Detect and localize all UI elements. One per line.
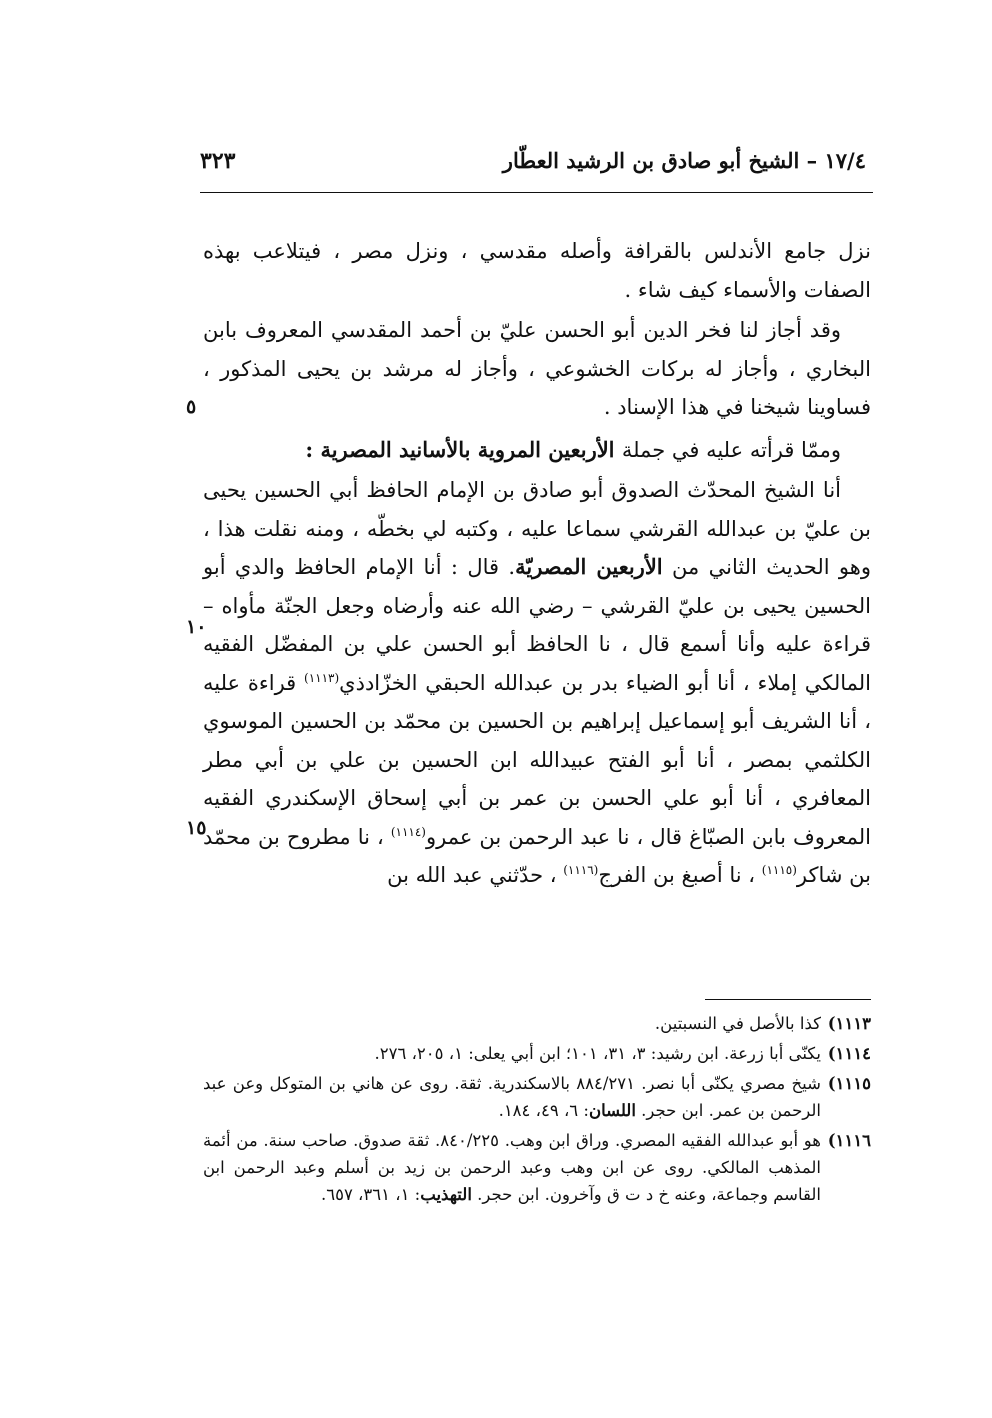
footnote-number: ١١١٤)	[827, 1044, 871, 1063]
footnote-rule	[705, 999, 871, 1000]
line-number-5: ٥	[186, 396, 197, 418]
footnote-ref-1114[interactable]: (١١١٤)	[390, 824, 426, 839]
paragraph-3-part-c: قراءة عليه ، أنا الشريف أبو إسماعيل إبراهيم بن الحسين بن محمّد بن الحسين الموسوي الكلثمي بمصر ، أنا أبو الفتح عبيدالله ابن الحسين بن علي بن أبي مطر المعافري ، أنا أبو علي الحسن بن عمر بن أبي إسحاق الإسكندري الفقيه المعروف بابن الصبّاغ قال ، نا عبد الرحمن بن عمرو	[203, 670, 871, 849]
page-header	[200, 148, 866, 184]
footnote-number: ١١١٣)	[827, 1014, 871, 1033]
section-heading	[203, 431, 871, 470]
footnotes	[203, 1010, 871, 1211]
footnote-text-end: : ١، ٣٦١، ٦٥٧.	[320, 1185, 421, 1204]
footnote-ref-1115[interactable]: (١١١٥)	[761, 863, 797, 877]
footnote-text: شيخ مصري يكنّى أبا نصر. ٨٨٤/٢٧١ بالاسكندرية. ثقة. روى عن هاني بن المتوكل وعن عبد الرحمن بن عمر. ابن حجر.	[203, 1074, 821, 1120]
footnote-ref-1113[interactable]: (١١١٣)	[304, 670, 340, 685]
footnote-text: كذا بالأصل في النسبتين.	[654, 1014, 821, 1033]
footnote-ref-1116[interactable]: (١١١٦)	[563, 863, 599, 877]
book-title-arbain: الأربعين المصريّة	[515, 554, 663, 579]
footnote-text-end: : ٦، ٤٩، ١٨٤.	[498, 1101, 589, 1120]
paragraph-3-part-f: ، حدّثني عبد الله بن	[387, 863, 564, 887]
footnote-number: ١١١٦)	[827, 1131, 871, 1150]
line-number-10: ١٠	[186, 616, 207, 638]
footnote-1115	[203, 1070, 871, 1124]
paragraph-2: وقد أجاز لنا فخر الدين أبو الحسن عليّ بن أحمد المقدسي المعروف بابن البخاري ، وأجاز له بركات الخشوعي ، وأجاز له مرشد بن يحيى المذكور ، فساوينا شيخنا في هذا الإسناد .	[203, 318, 871, 419]
footnote-1116	[203, 1127, 871, 1208]
footnote-book-title: التهذيب	[420, 1185, 472, 1204]
main-text	[203, 232, 871, 895]
footnote-number: ١١١٥)	[827, 1074, 871, 1093]
page-number: ٣٢٣	[200, 148, 236, 174]
paragraph-3-part-a: أنا الشيخ المحدّث الصدوق أبو صادق بن الإمام الحافظ أبي الحسين يحيى بن عليّ بن عبدالله القرشي سماعا عليه ، وكتبه لي بخطّه ، ومنه نقلت هذا ، وهو الحديث الثاني من	[203, 478, 871, 579]
footnote-text: يكنّى أبا زرعة. ابن رشيد: ٣، ٣١، ١٠١؛ ابن أبي يعلى: ١، ٢٠٥، ٢٧٦.	[374, 1044, 821, 1063]
running-head: ١٧/٤ – الشيخ أبو صادق بن الرشيد العطّار	[502, 148, 866, 173]
header-rule	[200, 192, 873, 193]
paragraph-1: نزل جامع الأندلس بالقرافة وأصله مقدسي ، ونزل مصر ، فيتلاعب بهذه الصفات والأسماء كيف شاء .	[203, 239, 871, 302]
paragraph-3-part-d: ، نا مطروح بن محمّد بن شاكر	[203, 824, 871, 887]
line-number-15: ١٥	[186, 817, 207, 839]
paragraph-3	[203, 471, 871, 895]
section-heading-title: الأربعين المروية بالأسانيد المصرية	[320, 436, 615, 462]
footnote-1113	[203, 1010, 871, 1037]
paragraph-3-part-b: . قال : أنا الإمام الحافظ والدي أبو الحسين يحيى بن عليّ القرشي – رضي الله عنه وأرضاه وجعل الجنّة مأواه – قراءة عليه وأنا أسمع قال ، نا الحافظ أبو الحسن علي بن المفضّل الفقيه المالكي إملاء ، أنا أبو الضياء بدر بن عبدالله الحبقي الخزّادذي	[203, 555, 872, 695]
section-heading-lead: وممّا قرأته عليه في جملة	[621, 437, 841, 462]
section-heading-end: :	[305, 436, 321, 462]
footnote-text: هو أبو عبدالله الفقيه المصري. وراق ابن وهب. ٨٤٠/٢٢٥. ثقة صدوق. صاحب سنة. من أئمة المذهب المالكي. روى عن ابن وهب وعبد الرحمن بن زيد بن أسلم وعبد الرحمن ابن القاسم وجماعة، وعنه خ د ت ق وآخرون. ابن حجر.	[203, 1131, 821, 1204]
paragraph-3-part-e: ، نا أصبغ بن الفرج	[598, 863, 762, 887]
footnote-1114	[203, 1040, 871, 1067]
footnote-book-title: اللسان	[588, 1101, 636, 1120]
